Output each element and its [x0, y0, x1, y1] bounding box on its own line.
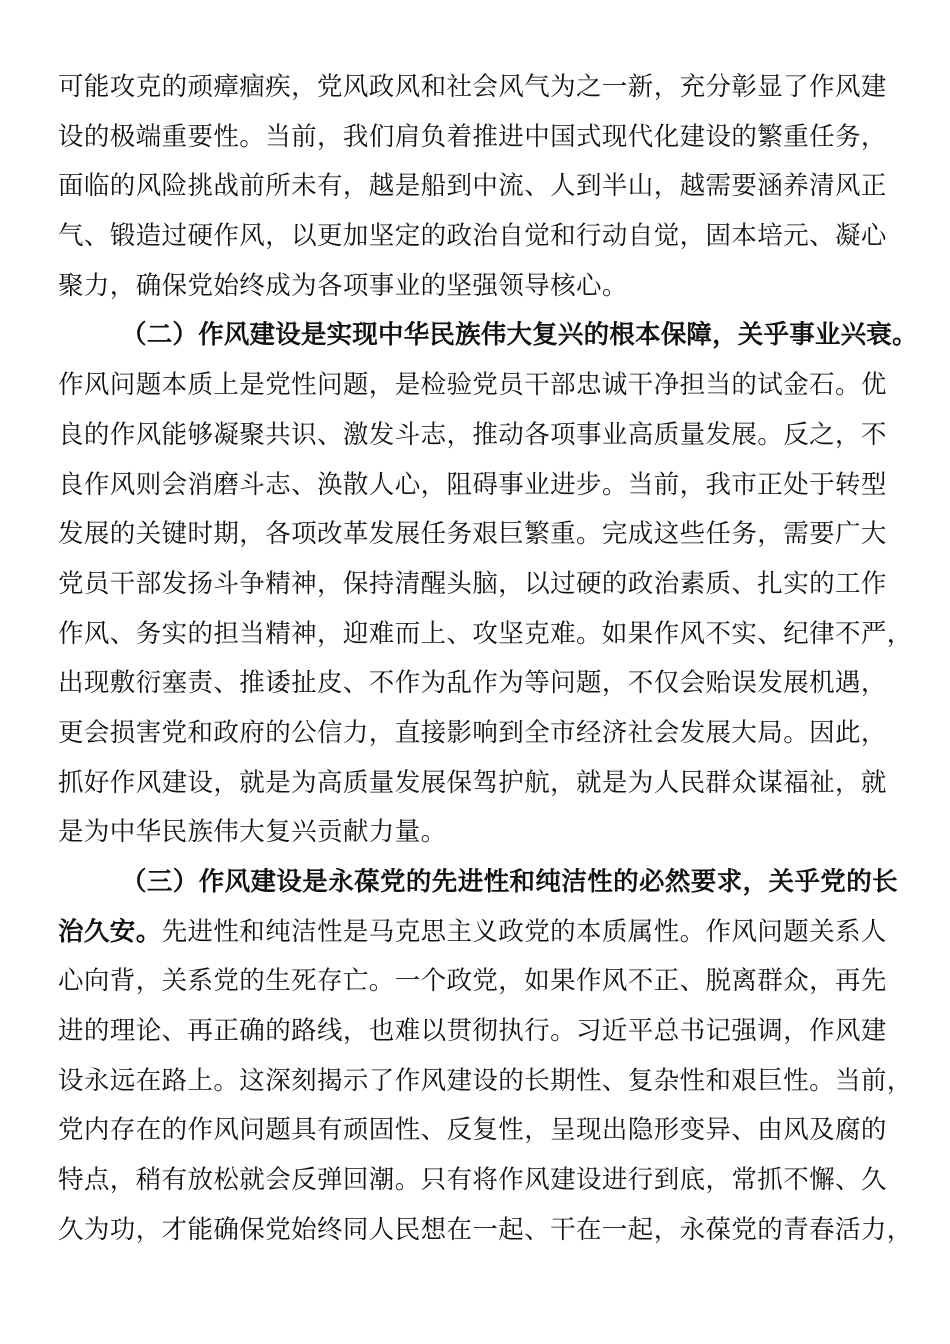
- section-three-intro: 先进性和纯洁性是马克思主义政党的本质属性。作风问题关系人: [161, 916, 887, 947]
- text-line: 设永远在路上。这深刻揭示了作风建设的长期性、复杂性和艰巨性。当前，: [58, 1065, 913, 1096]
- text-line: 设的极端重要性。当前，我们肩负着推进中国式现代化建设的繁重任务，: [58, 121, 887, 152]
- text-line: 作风问题本质上是党性问题，是检验党员干部忠诚干净担当的试金石。优: [58, 370, 887, 401]
- paragraph-continued: [58, 63, 898, 311]
- text-line: 良作风则会消磨斗志、涣散人心，阻碍事业进步。当前，我市正处于转型: [58, 469, 887, 500]
- text-line: 党员干部发扬斗争精神，保持清醒头脑，以过硬的政治素质、扎实的工作: [58, 568, 887, 599]
- section-three-heading-end: 治久安。: [58, 916, 162, 947]
- text-line: 是为中华民族伟大复兴贡献力量。: [58, 817, 447, 848]
- text-line: [58, 908, 898, 958]
- text-line: 作风、务实的担当精神，迎难而上、攻坚克难。如果作风不实、纪律不严，: [58, 618, 913, 649]
- text-line: 久为功，才能确保党始终同人民想在一起、干在一起，永葆党的青春活力，: [58, 1214, 913, 1245]
- text-line: 抓好作风建设，就是为高质量发展保驾护航，就是为人民群众谋福祉，就: [58, 767, 887, 798]
- section-three-heading: （三）作风建设是永葆党的先进性和纯洁性的必然要求，关乎党的长: [121, 867, 899, 897]
- text-line: 发展的关键时期，各项改革发展任务艰巨繁重。完成这些任务，需要广大: [58, 519, 887, 550]
- text-line: 气、锻造过硬作风，以更加坚定的政治自觉和行动自觉，固本培元、凝心: [58, 221, 887, 252]
- text-line: 面临的风险挑战前所未有，越是船到中流、人到半山，越需要涵养清风正: [58, 171, 887, 202]
- section-two-heading: （二）作风建设是实现中华民族伟大复兴的根本保障，关乎事业兴衰。: [121, 320, 918, 351]
- section-two: [58, 311, 918, 858]
- text-line: 更会损害党和政府的公信力，直接影响到全市经济社会发展大局。因此，: [58, 717, 887, 748]
- text-line: 心向背，关系党的生死存亡。一个政党，如果作风不正、脱离群众，再先: [58, 966, 887, 997]
- text-line: 聚力，确保党始终成为各项事业的坚强领导核心。: [58, 270, 628, 301]
- text-line: 特点，稍有放松就会反弹回潮。只有将作风建设进行到底，常抓不懈、久: [58, 1165, 887, 1196]
- document-page: [58, 63, 918, 1256]
- text-line: 进的理论、再正确的路线，也难以贯彻执行。习近平总书记强调，作风建: [58, 1016, 887, 1047]
- text-line: 可能攻克的顽瘴痼疾，党风政风和社会风气为之一新，充分彰显了作风建: [58, 72, 887, 102]
- text-line: 党内存在的作风问题具有顽固性、反复性，呈现出隐形变异、由风及腐的: [58, 1115, 887, 1146]
- section-three: [58, 858, 913, 1256]
- text-line: 良的作风能够凝聚共识、激发斗志，推动各项事业高质量发展。反之，不: [58, 419, 887, 450]
- text-line: 出现敷衍塞责、推诿扯皮、不作为乱作为等问题，不仅会贻误发展机遇，: [58, 668, 887, 699]
